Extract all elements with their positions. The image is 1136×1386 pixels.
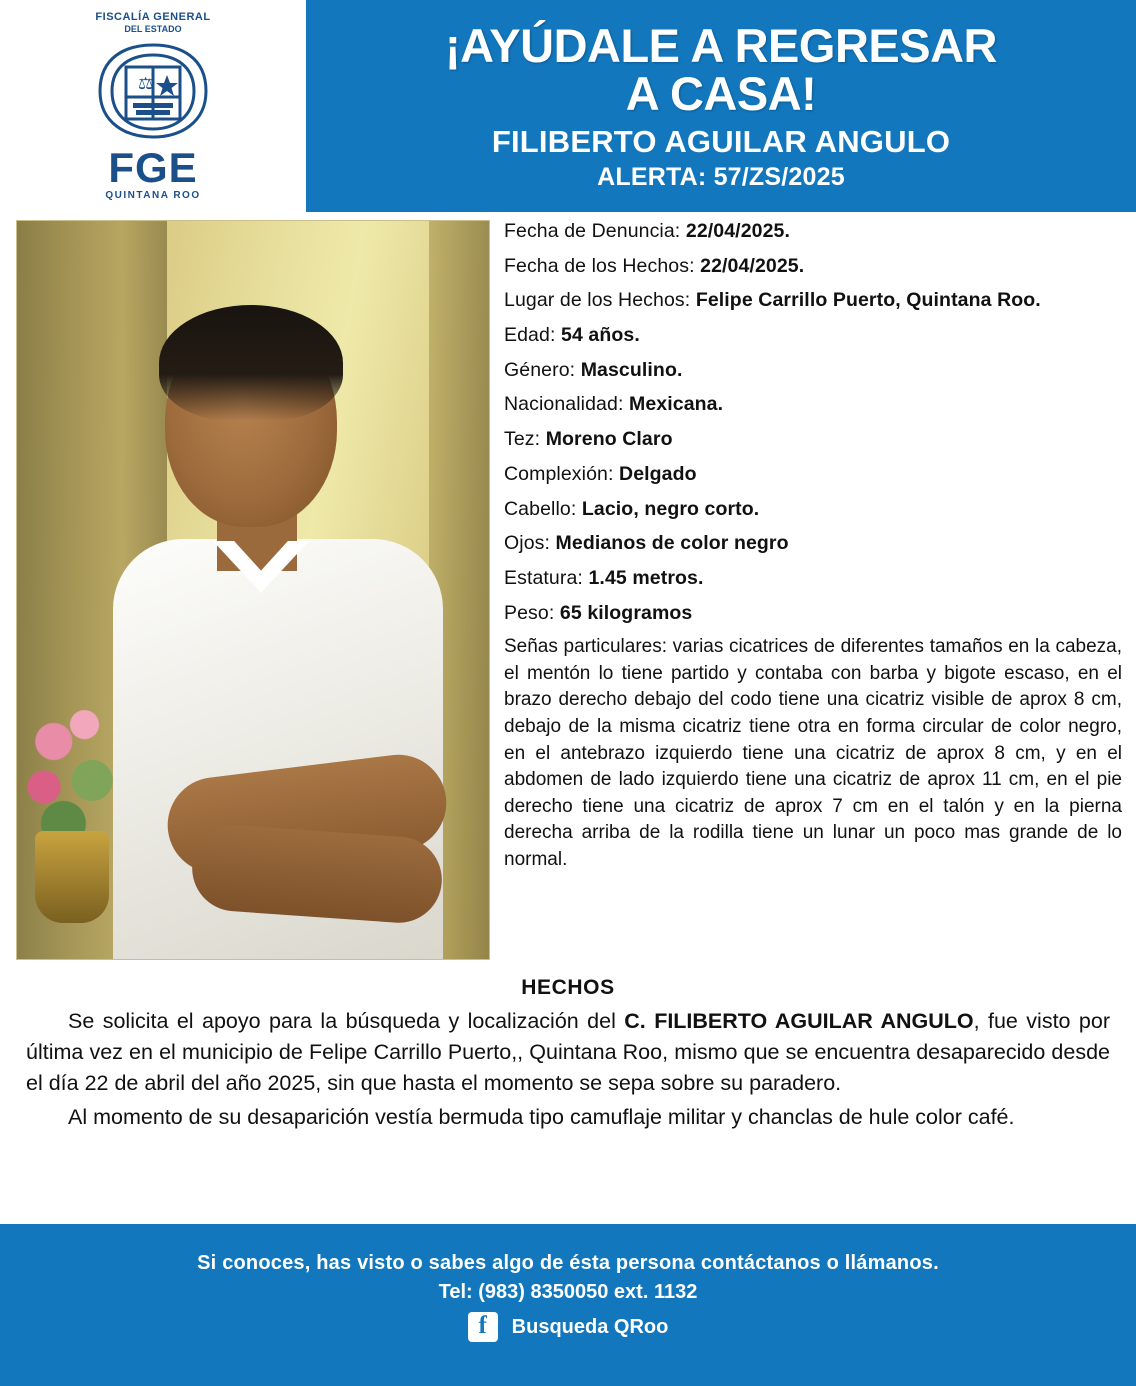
footer-contact-text: Si conoces, has visto o sabes algo de ésta persona contáctanos o llámanos. <box>197 1252 939 1274</box>
detail-row <box>504 287 1122 315</box>
poster-body <box>0 212 1136 968</box>
marks-value: varias cicatrices de diferentes tamaños en la cabeza, el mentón lo tiene partido y contaba con barba y bigote escaso, en el brazo derecho debajo del codo tiene una cicatriz visible de aprox 8 cm, debajo de la misma cicatriz tiene otra en forma circular de color negro, en el antebrazo izquierdo tiene una cicatriz de aprox 8 cm, y en el abdomen de lado izquierdo tiene una cicatriz de aprox 11 cm, en el pie derecho tiene una cicatriz de aprox 7 cm en el talón y en la pierna derecha arriba de la rodilla tiene un lunar un poco mas grande de lo normal. <box>504 636 1122 870</box>
facts-title: HECHOS <box>521 976 615 999</box>
distinguishing-marks <box>504 634 1122 873</box>
poster-header <box>0 0 1136 212</box>
detail-row <box>504 253 1122 281</box>
facts-p1-name: C. FILIBERTO AGUILAR ANGULO <box>624 1009 974 1033</box>
detail-label: Tez: <box>504 428 541 451</box>
facebook-handle[interactable]: Busqueda QRoo <box>511 1315 669 1338</box>
facts-paragraph-1 <box>26 1006 1110 1100</box>
detail-value: Moreno Claro <box>545 428 673 451</box>
detail-value: Mexicana. <box>629 393 724 416</box>
detail-value: 1.45 metros. <box>588 566 704 589</box>
detail-label: Edad: <box>504 324 556 347</box>
detail-label: Fecha de Denuncia: <box>504 220 681 242</box>
footer-social[interactable] <box>468 1312 669 1342</box>
detail-row <box>504 218 1122 246</box>
poster-title-line2: A CASA! <box>625 67 817 120</box>
detail-label: Lugar de los Hechos: <box>504 289 691 312</box>
facebook-icon[interactable]: f <box>468 1312 498 1342</box>
detail-label: Nacionalidad: <box>504 393 624 416</box>
detail-label: Estatura: <box>504 566 583 589</box>
detail-value: Masculino. <box>580 358 683 381</box>
detail-row <box>504 426 1122 454</box>
logo-top-text: FISCALÍA GENERAL <box>95 10 211 23</box>
photo-column <box>0 212 500 968</box>
detail-label: Género: <box>504 358 576 381</box>
detail-value: Medianos de color negro <box>555 532 789 555</box>
detail-value: Delgado <box>619 462 697 485</box>
marks-label: Señas particulares: <box>504 636 668 658</box>
detail-label: Complexión: <box>504 462 614 485</box>
detail-label: Ojos: <box>504 532 551 555</box>
logo-acronym: FGE <box>108 143 198 191</box>
alert-id: ALERTA: 57/ZS/2025 <box>597 162 845 191</box>
fge-emblem-icon <box>78 37 228 145</box>
facts-p1-pre: Se solicita el apoyo para la búsqueda y localización del <box>68 1009 625 1033</box>
detail-row <box>504 530 1122 558</box>
detail-value: Felipe Carrillo Puerto, Quintana Roo. <box>695 289 1041 312</box>
person-name: FILIBERTO AGUILAR ANGULO <box>491 123 951 159</box>
fge-logo <box>0 0 306 212</box>
svg-text:⚖: ⚖ <box>138 73 154 93</box>
facts-section <box>0 968 1136 1149</box>
footer-phone: Tel: (983) 8350050 ext. 1132 <box>438 1281 698 1303</box>
detail-row <box>504 565 1122 593</box>
poster-footer <box>0 1224 1136 1386</box>
facts-paragraph-2: Al momento de su desaparición vestía bermuda tipo camuflaje militar y chanclas de hule color café. <box>68 1104 1015 1129</box>
header-banner <box>306 0 1136 212</box>
detail-row <box>504 391 1122 419</box>
detail-label: Peso: <box>504 601 555 624</box>
detail-value: Lacio, negro corto. <box>581 497 760 520</box>
facts-p1-post: , fue visto por última vez en el municipio de Felipe Carrillo Puerto,, Quintana Roo, mismo que se encuentra desaparecido desde el día 22 de abril del año 2025, sin que hasta el momento se sepa sobre su paradero. <box>26 1009 1110 1096</box>
detail-row <box>504 322 1122 350</box>
detail-value: 22/04/2025. <box>700 254 805 277</box>
detail-row <box>504 357 1122 385</box>
detail-value: 54 años. <box>561 324 640 347</box>
detail-row <box>504 496 1122 524</box>
detail-value: 65 kilogramos <box>559 601 693 624</box>
detail-label: Fecha de los Hechos: <box>504 254 695 277</box>
detail-value: 22/04/2025. <box>685 220 790 242</box>
poster-title-line1: ¡AYÚDALE A REGRESAR <box>445 19 997 73</box>
person-photo <box>16 220 490 960</box>
detail-row <box>504 461 1122 489</box>
logo-bottom-text: QUINTANA ROO <box>105 189 201 201</box>
detail-label: Cabello: <box>504 497 577 520</box>
details-column <box>500 212 1136 968</box>
logo-sub-text: DEL ESTADO <box>124 23 182 34</box>
detail-row <box>504 600 1122 628</box>
